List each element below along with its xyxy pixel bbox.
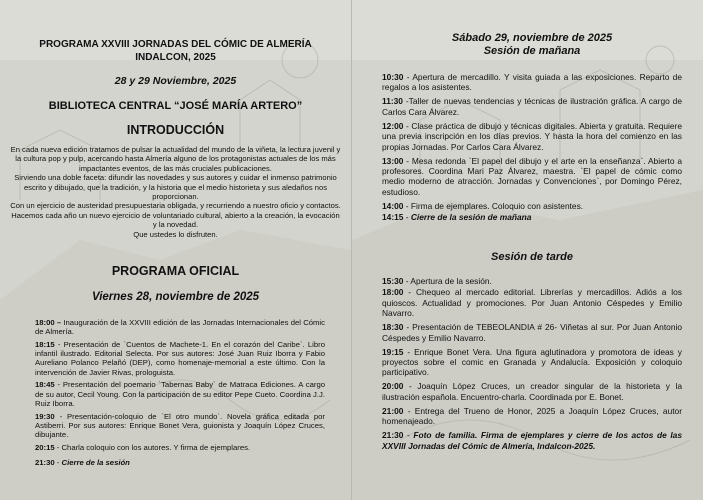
intro-paragraph: Que ustedes lo disfruten. bbox=[133, 229, 218, 239]
event-time: 19:15 bbox=[382, 346, 404, 357]
schedule-item bbox=[382, 156, 682, 198]
event-time: 19:30 bbox=[35, 411, 55, 421]
event-dates: 28 y 29 Noviembre, 2025 bbox=[114, 75, 237, 87]
schedule-item bbox=[382, 96, 682, 117]
event-time: 18:00 bbox=[382, 287, 404, 298]
schedule-item bbox=[382, 121, 682, 152]
event-text-bold-italic: Foto de familia. Firma de ejemplares y cierre de los actos de las XXVIII Jornadas del Cómic de Almería, Indalcon-2025. bbox=[382, 430, 682, 451]
event-text: - Apertura de la sesión. bbox=[403, 276, 492, 286]
schedule-item bbox=[35, 318, 325, 336]
event-text-italic: Cierre de la sesión bbox=[61, 458, 130, 468]
event-time: 20:15 bbox=[35, 442, 55, 452]
event-time: 14:15 bbox=[382, 212, 404, 223]
event-text: - Entrega del Trueno de Honor, 2025 a Joaquín López Cruces, autor homenajeado. bbox=[382, 405, 682, 427]
event-text: - Presentación de `Cuentos de Machete-1. En el corazón del Caribe`. Libro infantil ilustrado. Editorial Selecta. Por sus autores: José Juan Ruiz Iborra y Fabio Aureliano Polanco Pelañó (DEP), como homenaje-memorial a este último. Con la intervención de Javier Rivas, prologuista. bbox=[35, 340, 325, 377]
afternoon-heading: Sesión de tarde bbox=[491, 251, 573, 263]
event-text: - Presentación-coloquio de `El otro mundo`. Novela gráfica editada por Astiberri. Por sus autores: Enrique Bonet Vera, guionista y Joaquín López Cruces, dibujante. bbox=[35, 411, 325, 440]
schedule-item bbox=[382, 72, 682, 93]
event-text: - bbox=[403, 430, 414, 441]
program-heading: PROGRAMA OFICIAL bbox=[111, 264, 240, 278]
left-panel bbox=[0, 0, 351, 500]
intro-paragraph: En cada nueva edición tratamos de pulsar la actualidad del mundo de la viñeta, la lectura juvenil y la cultura pop y pulp, acercando hasta Almería alguno de los protagonistas actuales de los más impactantes eventos, de las más cruciales publicaciones. bbox=[10, 145, 341, 173]
event-time: 18:00 – bbox=[35, 318, 62, 327]
event-text: - Enrique Bonet Vera. Una figura aglutinadora y promotora de ideas y proyectos sobre el comic en Granada y Andalucía. Exposición y coloquio participativo. bbox=[382, 346, 682, 378]
program-title-line2: INDALCON, 2025 bbox=[135, 52, 216, 63]
afternoon-schedule bbox=[382, 276, 682, 455]
event-text: - Clase práctica de dibujo y técnicas digitales. Abierta y gratuita. Requiere una previa inscripción en los días previos. Y hasta la hora del comienzo en las propias Jornadas. Por Carlos Cara Álvarez. bbox=[382, 120, 682, 152]
event-text: - bbox=[403, 212, 411, 223]
schedule-item bbox=[35, 412, 325, 440]
schedule-item bbox=[382, 212, 682, 222]
schedule-item bbox=[35, 458, 325, 467]
saturday-date: Sábado 29, noviembre de 2025 bbox=[451, 32, 613, 44]
schedule-item bbox=[382, 430, 682, 451]
event-text: - Chequeo al mercado editorial. Librerías y mercadillos. Adiós a los quioscos. Actualidad y promociones. Por Juan Antonio Céspedes y Emilio Navarro. bbox=[382, 287, 682, 319]
morning-heading: Sesión de mañana bbox=[483, 45, 581, 57]
intro-paragraph: Con un ejercicio de austeridad presupuestaria obligada, y recurriendo a nuestro oficio y contactos. Hacemos cada año un nuevo ejercicio de voluntariado cultural, abierto a la creación, la evocación y la novedad. bbox=[10, 201, 341, 230]
event-time: 11:30 bbox=[382, 96, 403, 107]
schedule-item bbox=[35, 380, 325, 408]
schedule-item bbox=[35, 443, 325, 452]
friday-heading: Viernes 28, noviembre de 2025 bbox=[91, 291, 260, 303]
intro-heading: INTRODUCCIÓN bbox=[126, 123, 225, 137]
event-text: - Presentación del poemario `Tabernas Baby` de Matraca Ediciones. A cargo de su autor, Cecil Young. Con la participación de su editor Pepe Cueto. Coordina J.J. Ruiz Iborra. bbox=[35, 380, 325, 408]
schedule-item bbox=[382, 201, 682, 211]
program-title bbox=[10, 38, 341, 64]
event-text: - Firma de ejemplares. Coloquio con asistentes. bbox=[403, 200, 584, 211]
morning-schedule bbox=[382, 72, 682, 226]
program-title-line1: PROGRAMA XXVIII JORNADAS DEL CÓMIC DE ALMERÍA bbox=[39, 39, 312, 50]
schedule-item bbox=[382, 287, 682, 318]
event-text: - Mesa redonda `El papel del dibujo y el arte en la enseñanza`. Abierto a profesores. Coordina Mari Paz Álvarez, maestra. `El papel de cómic como medio moderno de atracción. Jornadas y Convenciones`, por Domingo Pérez, estudioso. bbox=[382, 155, 682, 197]
event-text: - bbox=[54, 458, 62, 468]
event-text: Inauguración de la XXVIII edición de las Jornadas Internacionales del Cómic de Almería. bbox=[35, 318, 325, 337]
event-time: 18:30 bbox=[382, 322, 404, 333]
saturday-heading bbox=[382, 32, 682, 58]
event-text: - Joaquín López Cruces, un creador singular de la historieta y la ilustración española. Encuentro-charla. Coordinada por E. Bonet. bbox=[382, 381, 682, 402]
schedule-item bbox=[35, 340, 325, 377]
event-time: 20:00 bbox=[382, 381, 404, 392]
event-time: 18:15 bbox=[35, 340, 55, 349]
event-text-italic: Cierre de la sesión de mañana bbox=[410, 212, 532, 223]
schedule-item bbox=[382, 347, 682, 378]
schedule-item bbox=[382, 381, 682, 402]
event-time: 21:00 bbox=[382, 405, 404, 416]
event-time: 21:30 bbox=[35, 458, 55, 468]
event-time: 15:30 bbox=[382, 276, 404, 286]
event-time: 14:00 bbox=[382, 200, 404, 211]
event-text: - Presentación de TEBEOLANDIA # 26- Viñetas al sur. Por Juan Antonio Céspedes y Emilio Navarro. bbox=[382, 322, 682, 343]
schedule-item bbox=[382, 276, 682, 286]
event-time: 12:00 bbox=[382, 120, 404, 131]
event-text: - Charla coloquio con los autores. Y firma de ejemplares. bbox=[54, 442, 251, 452]
event-text: -Taller de nuevas tendencias y técnicas de ilustración gráfica. A cargo de Carlos Cara Álvarez. bbox=[382, 96, 682, 117]
schedule-item bbox=[382, 322, 682, 343]
event-text: - Apertura de mercadillo. Y visita guiada a las exposiciones. Reparto de regalos a los asistentes. bbox=[382, 72, 682, 93]
friday-schedule bbox=[35, 318, 325, 471]
intro-paragraph: Sirviendo una doble faceta: difundir las novedades y sus autores y cuidar el inmenso patrimonio escrito y dibujado, que la tradición, y la historia que el medio historieta y sus aledaños nos proporcionan. bbox=[14, 173, 337, 202]
schedule-item bbox=[382, 406, 682, 427]
event-time: 10:30 bbox=[382, 72, 404, 82]
event-time: 13:00 bbox=[382, 155, 404, 166]
venue-title: BIBLIOTECA CENTRAL “JOSÉ MARÍA ARTERO” bbox=[48, 100, 303, 112]
event-time: 21:30 bbox=[382, 430, 404, 441]
event-time: 18:45 bbox=[35, 380, 55, 390]
intro-text bbox=[10, 145, 341, 239]
